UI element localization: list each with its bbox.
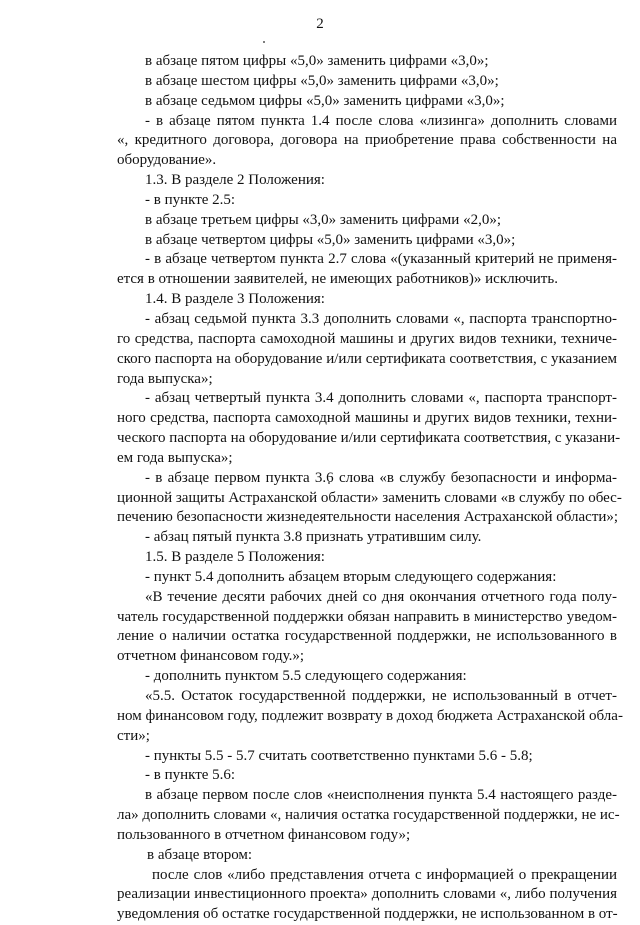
text-line: в абзаце шестом цифры «5,0» заменить цифрами «3,0»;	[145, 72, 499, 89]
text-line: ного средства, паспорта самоходной машины и других видов техники, техни-	[117, 410, 617, 427]
text-line: в абзаце третьем цифры «3,0» заменить цифрами «2,0»;	[145, 211, 501, 228]
text-line: ского паспорта на оборудование и/или сертификата соответствия, с указанием	[117, 350, 617, 367]
text-line: ется в отношении заявителей, не имеющих работников)» исключить.	[117, 271, 558, 288]
text-line: ление о наличии остатка государственной поддержки, не использованного в	[117, 628, 617, 645]
text-line: - абзац четвертый пункта 3.4 дополнить словами «, паспорта транспорт-	[145, 390, 617, 407]
text-line: - в пункте 2.5:	[145, 191, 236, 208]
text-line: оборудование».	[117, 152, 217, 169]
text-line: после слов «либо представления отчета с информацией о прекращении	[152, 866, 617, 883]
text-line: года выпуска»;	[117, 370, 213, 387]
text-line: «В течение десяти рабочих дней со дня окончания отчетного года полу-	[145, 588, 617, 605]
text-line: в абзаце четвертом цифры «5,0» заменить цифрами «3,0»;	[145, 231, 516, 248]
text-line: сти»;	[117, 727, 150, 744]
text-line: чатель государственной поддержки обязан направить в министерство уведом-	[117, 608, 617, 625]
text-line: печению безопасности жизнедеятельности населения Астраханской области»;	[117, 509, 619, 526]
text-line: - дополнить пунктом 5.5 следующего содержания:	[145, 668, 467, 685]
text-line: в абзаце первом после слов «неисполнения пункта 5.4 настоящего разде-	[145, 787, 617, 804]
text-line: - в абзаце четвертом пункта 2.7 слова «(указанный критерий не применя-	[145, 251, 617, 268]
text-line: - абзац пятый пункта 3.8 признать утратившим силу.	[145, 529, 482, 546]
text-line: 1.5. В разделе 5 Положения:	[145, 549, 325, 566]
text-line: пользованного в отчетном финансовом году»;	[117, 826, 411, 843]
text-line: ческого паспорта на оборудование и/или сертификата соответствия, с указани-	[117, 430, 621, 447]
text-line: ционной защиты Астраханской области» заменить словами «в службу по обес-	[117, 489, 622, 506]
text-line: реализации инвестиционного проекта» дополнить словами «, либо получения	[117, 886, 617, 903]
text-line: «, кредитного договора, договора на приобретение права собственности на	[117, 132, 617, 149]
text-line: 1.4. В разделе 3 Положения:	[145, 291, 325, 308]
scan-speck	[263, 41, 265, 43]
text-line: уведомления об остатке государственной поддержки, не использованном в от-	[117, 906, 618, 923]
text-line: - в пункте 5.6:	[145, 767, 236, 784]
document-body	[117, 52, 623, 925]
text-line: в абзаце седьмом цифры «5,0» заменить цифрами «3,0»;	[145, 92, 505, 109]
text-line: - абзац седьмой пункта 3.3 дополнить словами «, паспорта транспортно-	[145, 310, 617, 327]
text-line: ном финансовом году, подлежит возврату в доход бюджета Астраханской обла-	[117, 707, 623, 724]
text-line: - в абзаце первом пункта 3.6 слова «в службу безопасности и информа-	[145, 469, 617, 486]
text-line: го средства, паспорта самоходной машины и других видов техники, техниче-	[117, 330, 617, 347]
text-line: 1.3. В разделе 2 Положения:	[145, 172, 325, 189]
text-line: - пункты 5.5 - 5.7 считать соответственно пунктами 5.6 - 5.8;	[145, 747, 533, 764]
text-line: «5.5. Остаток государственной поддержки, не использованный в отчет-	[145, 688, 617, 704]
text-line: ем года выпуска»;	[117, 449, 233, 466]
text-line: отчетном финансовом году.»;	[117, 648, 305, 665]
text-line: ла» дополнить словами «, наличия остатка государственной поддержки, не ис-	[117, 807, 620, 824]
text-line: в абзаце втором:	[147, 846, 253, 863]
text-line: - пункт 5.4 дополнить абзацем вторым следующего содержания:	[145, 568, 557, 585]
page-number: 2	[316, 16, 324, 32]
text-line: в абзаце пятом цифры «5,0» заменить цифрами «3,0»;	[145, 53, 489, 69]
text-line: - в абзаце пятом пункта 1.4 после слова «лизинга» дополнить словами	[145, 112, 617, 129]
